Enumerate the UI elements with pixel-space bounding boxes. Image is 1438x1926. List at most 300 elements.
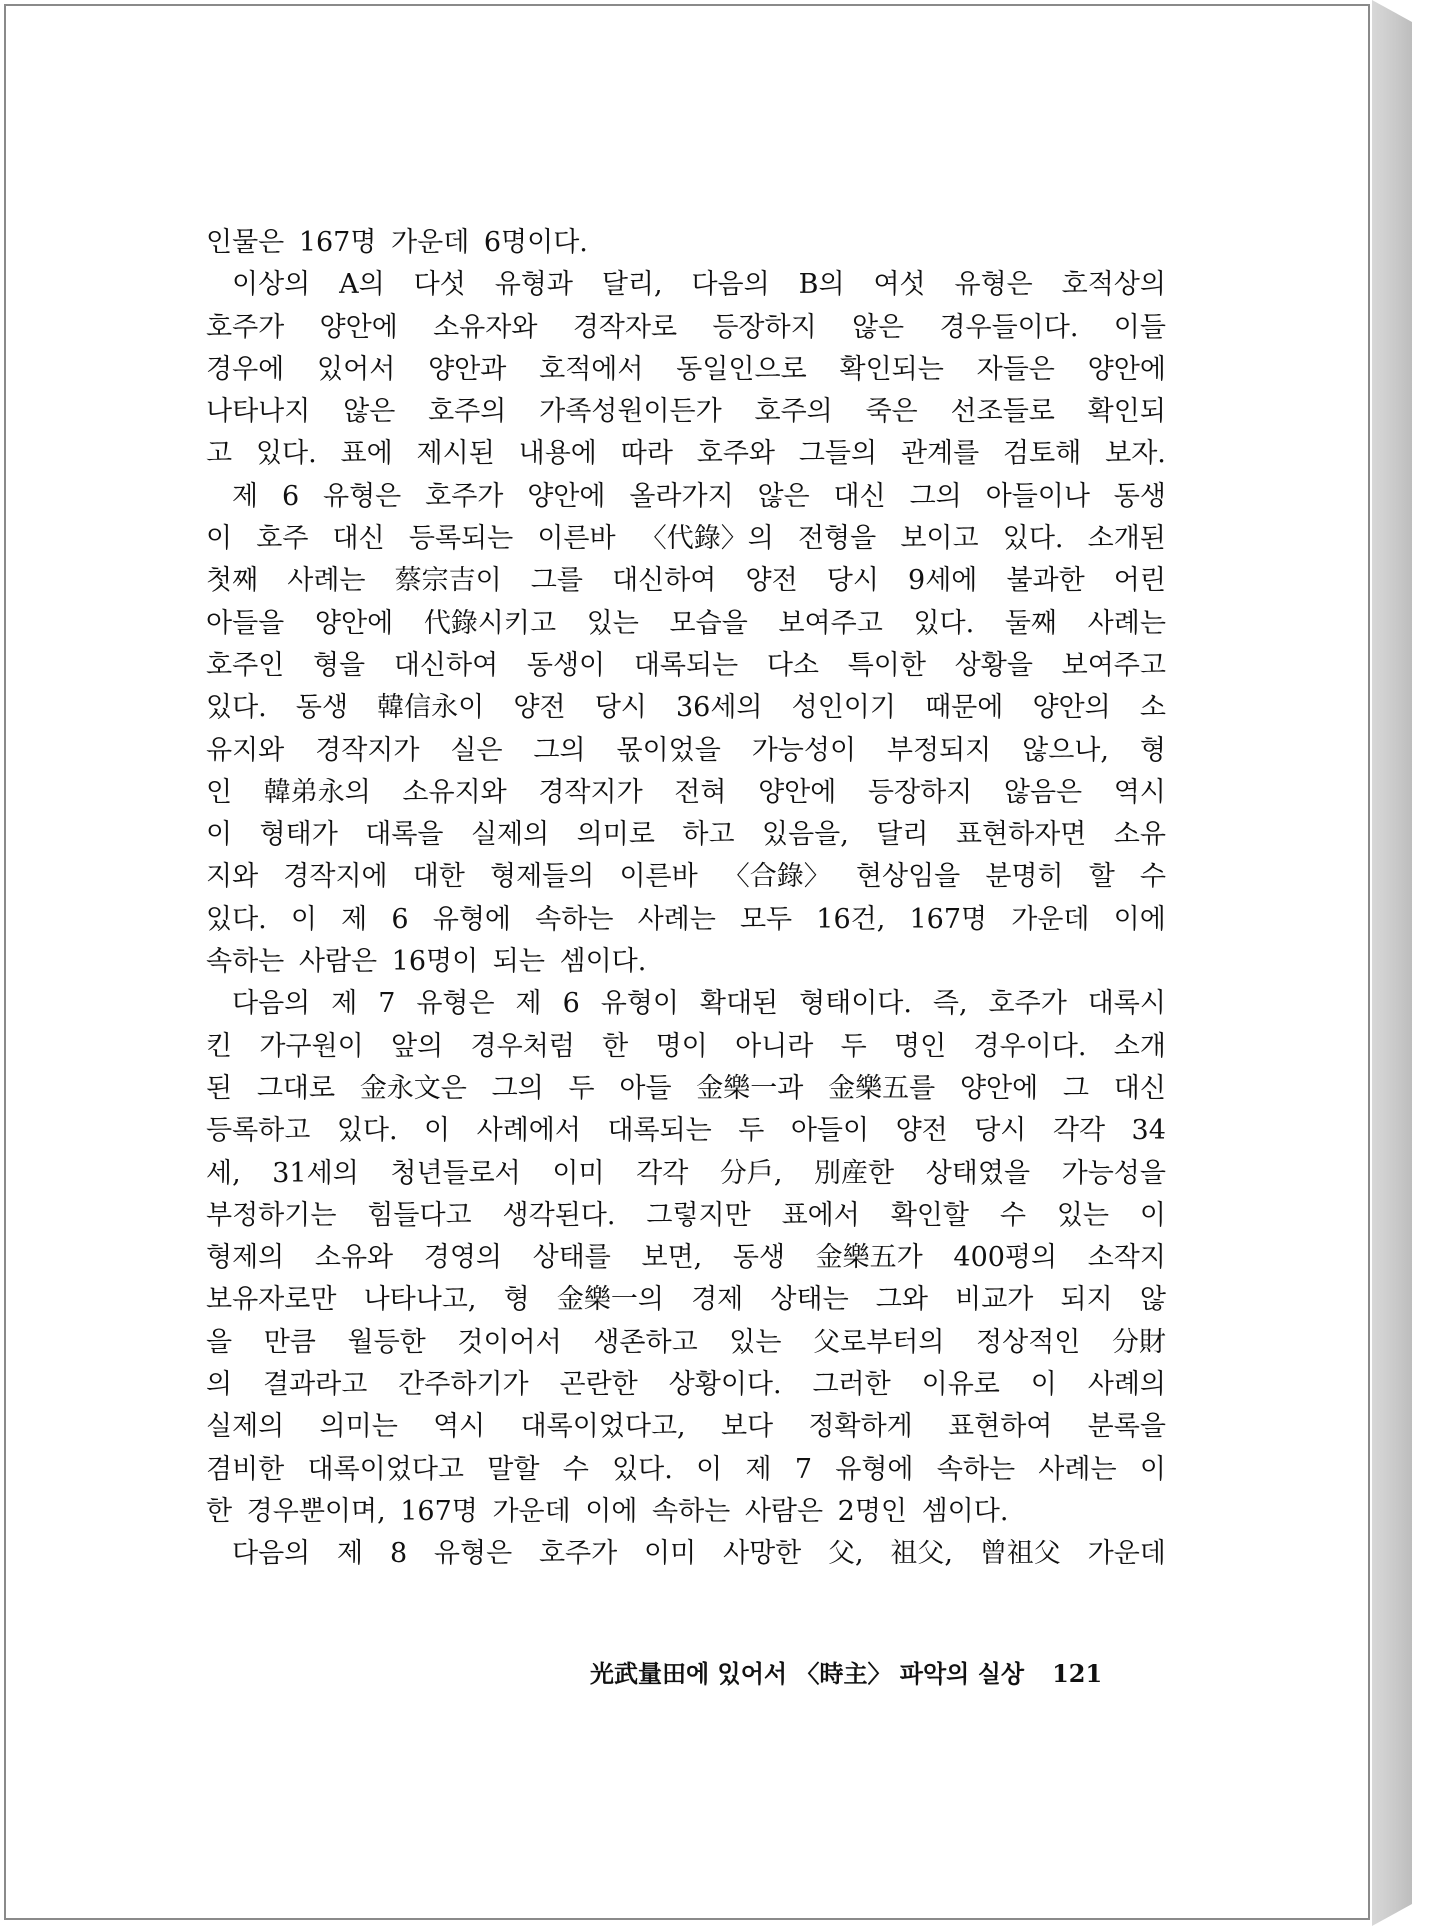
word: 유형은 [323, 480, 402, 512]
text-line [206, 518, 1166, 560]
word: 대신하여 [393, 649, 499, 681]
word: 아들이 [790, 1115, 870, 1147]
word: 소 [1139, 692, 1166, 724]
word: 생존하고 [593, 1326, 698, 1358]
word: 확인되는 [839, 353, 944, 385]
text-line [206, 476, 1166, 518]
word: 있음을, [761, 819, 849, 851]
word: 소유지와 [402, 776, 507, 808]
word: 제 [341, 903, 368, 935]
word: 소유 [1113, 819, 1166, 851]
word: 代錄시키고 [423, 607, 557, 639]
word: 한 [602, 1030, 629, 1062]
word: 9세에 [908, 565, 978, 597]
word: 있다. [1002, 523, 1064, 555]
word: 대록을 [365, 819, 444, 851]
word: 이에 [1113, 903, 1166, 935]
word: 호적상의 [1061, 269, 1166, 301]
word: 다음의 [232, 1538, 311, 1570]
word: 그렇지만 [646, 1199, 751, 1231]
word: 유형에 [835, 1453, 914, 1485]
word: 경작지에 [283, 861, 388, 893]
word: 이 [424, 1115, 451, 1147]
word: 다섯 [413, 269, 466, 301]
word: 상태를 [532, 1242, 611, 1274]
text-line [206, 1406, 1166, 1448]
word: 월등한 [347, 1326, 426, 1358]
word: B의 [798, 269, 845, 301]
word: 않은 [851, 311, 905, 343]
word: 보자. [1105, 438, 1166, 470]
word: 사례에서 [476, 1115, 581, 1147]
text-line [206, 1153, 1166, 1195]
word: 가구원이 [259, 1030, 364, 1062]
word: 불과한 [1006, 565, 1085, 597]
word: 있다. [612, 1453, 673, 1485]
word: 겸비한 [206, 1453, 285, 1485]
word: 표에서 [781, 1199, 860, 1231]
word: 당시 [594, 692, 647, 724]
word: 보이고 [900, 523, 979, 555]
word: 사례는 [1038, 1453, 1117, 1485]
word: 동생 [1113, 480, 1166, 512]
word: 양안에 [319, 311, 398, 343]
page-stack-edge [1372, 0, 1412, 1926]
word: 金樂一과 [696, 1072, 804, 1104]
word: 하고 [682, 819, 735, 851]
word: 이 [206, 523, 233, 555]
word: 역시 [1113, 776, 1166, 808]
word: 사례는 [637, 903, 716, 935]
word: 상황이다. [668, 1369, 782, 1401]
text-line [206, 603, 1166, 645]
word: 당시 [974, 1115, 1027, 1147]
word: 그의 [909, 480, 962, 512]
word: 〈合錄〉 [722, 861, 831, 893]
word: 分戶, [719, 1157, 783, 1189]
word: 있는 [586, 607, 639, 639]
word: 이 [1139, 1453, 1166, 1485]
page-footer [590, 1654, 1102, 1689]
word: 표현하자면 [955, 819, 1087, 851]
word: 分財 [1112, 1326, 1166, 1358]
word: 현상임을 [855, 861, 961, 893]
word: 부정하기는 [206, 1199, 337, 1231]
word: 유형에 [432, 903, 511, 935]
word: 別産한 [814, 1157, 895, 1189]
word: 정상적인 [976, 1326, 1081, 1358]
word: 경영의 [423, 1242, 502, 1274]
word: 검토해 [1003, 438, 1082, 470]
word: 그를 [530, 565, 583, 597]
word: 고 [206, 438, 233, 470]
word: 소개 [1113, 1030, 1166, 1062]
word: 확인되 [1087, 396, 1166, 428]
word: 이 [1139, 1199, 1166, 1231]
word: 아들을 [206, 607, 285, 639]
word: 양안과 [428, 353, 507, 385]
word: 양안에 [959, 1072, 1039, 1104]
word: 8 [389, 1538, 408, 1570]
word: 말할 [487, 1453, 540, 1485]
word: 확인할 [890, 1199, 969, 1231]
word: 유형과 [494, 269, 573, 301]
word: 유지와 [206, 734, 285, 766]
word: 명인 [894, 1030, 947, 1062]
word: 대신 [1113, 1072, 1166, 1104]
word: 속하는 [535, 903, 614, 935]
word: 이 [206, 819, 233, 851]
word: 그의 [491, 1072, 544, 1104]
word: 명이 [655, 1030, 708, 1062]
word: 여섯 [873, 269, 926, 301]
text-line [206, 983, 1166, 1025]
word: 형을 [312, 649, 366, 681]
word: 이들 [1113, 311, 1166, 343]
word: 확대된 [699, 988, 779, 1020]
word: 그러한 [812, 1369, 891, 1401]
word: 보여주고 [1061, 649, 1166, 681]
word: 어린 [1113, 565, 1166, 597]
word: 보유자로만 [206, 1284, 337, 1316]
word: 양안에 [758, 776, 837, 808]
word: 호주의 [428, 396, 507, 428]
word: 할 [1088, 861, 1115, 893]
word: 나타나고, [363, 1284, 477, 1316]
word: 제 [745, 1453, 772, 1485]
word: 사망한 [722, 1538, 802, 1570]
word: 이미 [552, 1157, 605, 1189]
word: 간주하기가 [398, 1369, 529, 1401]
text-line: 한 경우뿐이며, 167명 가운데 이에 속하는 사람은 2명인 셈이다. [206, 1495, 1009, 1527]
word: 을 [206, 1326, 233, 1358]
word: 유형은 [954, 269, 1033, 301]
word: 31세의 [272, 1157, 359, 1189]
word: 몫이었을 [616, 734, 721, 766]
word: 이 [696, 1453, 723, 1485]
word: 실제의 [470, 819, 550, 851]
word: 호주가 [538, 1538, 618, 1570]
word: 지와 [206, 861, 259, 893]
word: 유형은 [433, 1538, 513, 1570]
word: 이른바 [537, 523, 616, 555]
word: 소작지 [1087, 1242, 1166, 1274]
running-title: 光武量田에 있어서 〈時主〉 파악의 실상 [590, 1659, 1025, 1688]
word: 소개된 [1087, 523, 1166, 555]
word: 속하는 [936, 1453, 1016, 1485]
word: 있다. [336, 1115, 398, 1147]
word: 경작자로 [572, 311, 678, 343]
word: 의 [206, 1369, 233, 1401]
word: 된 [206, 1072, 233, 1104]
word: 세, [206, 1157, 241, 1189]
word: 즉, [932, 988, 968, 1020]
word: 제시된 [416, 438, 495, 470]
text-line [206, 1322, 1166, 1364]
word: 실은 [450, 734, 503, 766]
text-line [206, 560, 1166, 602]
word: 가운데 [1011, 903, 1090, 935]
word: 金樂五가 [815, 1242, 923, 1274]
word: 양안에 [314, 607, 394, 639]
text-line: 속하는 사람은 16명이 되는 셈이다. [206, 946, 647, 978]
word: 대록되는 [633, 649, 739, 681]
word: 이미 [644, 1538, 697, 1570]
word: 대신 [833, 480, 886, 512]
word: 호주인 [206, 649, 285, 681]
word: 소유자와 [433, 311, 538, 343]
word: 대록이었다고, [520, 1411, 686, 1443]
word: A의 [339, 269, 385, 301]
word: 있다. [206, 692, 267, 724]
word: 두 [738, 1115, 765, 1147]
word: 가운데 [1087, 1538, 1166, 1570]
word: 167명 [909, 903, 988, 935]
word: 상태는 [770, 1284, 849, 1316]
word: 자들은 [976, 353, 1055, 385]
word: 각각 [636, 1157, 689, 1189]
word: 부정되지 [886, 734, 992, 766]
word: 경제 [691, 1284, 744, 1316]
word: 킨 [206, 1030, 233, 1062]
word: 특이한 [847, 649, 926, 681]
word: 그들의 [798, 438, 878, 470]
word: 호주가 [988, 988, 1067, 1020]
word: 호주가 [425, 480, 504, 512]
word: 6 [391, 903, 409, 935]
word: 등록되는 [408, 523, 514, 555]
word: 400평의 [953, 1242, 1058, 1274]
word: 祖父, [890, 1538, 954, 1570]
word: 대한 [412, 861, 465, 893]
word: 제 [232, 480, 259, 512]
word: 둘째 [1004, 607, 1058, 639]
word: 이 [290, 903, 317, 935]
word: 曾祖父 [979, 1538, 1061, 1570]
word: 달리 [876, 819, 929, 851]
word: 있어서 [317, 353, 396, 385]
word: 그의 [533, 734, 586, 766]
word: 형태가 [259, 819, 338, 851]
word: 16건, [816, 903, 886, 935]
word: 父로부터의 [813, 1326, 945, 1358]
word: 두 [568, 1072, 595, 1104]
word: 죽은 [865, 396, 918, 428]
word: 父, [828, 1538, 864, 1570]
word: 동생 [295, 692, 349, 724]
text-line [206, 814, 1166, 856]
word: 제 [331, 988, 358, 1020]
text-line [206, 1364, 1166, 1406]
word: 않 [1139, 1284, 1166, 1316]
word: 이상의 [232, 269, 311, 301]
word: 관계를 [900, 438, 980, 470]
text-line [206, 1533, 1166, 1575]
word: 경우이다. [973, 1030, 1087, 1062]
word: 있다. [206, 903, 267, 935]
word: 보면, [641, 1242, 703, 1274]
text-line [206, 349, 1166, 391]
word: 아들이나 [985, 480, 1090, 512]
word: 양전 [745, 565, 798, 597]
word: 것이어서 [457, 1326, 562, 1358]
word: 대록시 [1087, 988, 1166, 1020]
word: 이른바 [619, 861, 698, 893]
word: 청년들로서 [390, 1157, 521, 1189]
word: 호주 [256, 523, 309, 555]
word: 양안에 [527, 480, 606, 512]
word: 의미는 [319, 1411, 398, 1443]
word: 6 [281, 480, 300, 512]
word: 아니라 [735, 1030, 814, 1062]
word: 따라 [620, 438, 673, 470]
word: 만큼 [263, 1326, 316, 1358]
word: 등장하지 [712, 311, 817, 343]
word: 7 [378, 988, 396, 1020]
word: 34 [1131, 1115, 1166, 1147]
word: 6 [562, 988, 580, 1020]
text-line [206, 687, 1166, 729]
word: 양전 [513, 692, 566, 724]
word: 金永文은 [359, 1072, 467, 1104]
word: 그와 [875, 1284, 928, 1316]
word: 경우들이다. [939, 311, 1079, 343]
word: 사례의 [1087, 1369, 1166, 1401]
word: 韓弟永의 [263, 776, 371, 808]
word: 비교가 [955, 1284, 1034, 1316]
word: 蔡宗吉이 [394, 565, 502, 597]
word: 그대로 [256, 1072, 336, 1104]
word: 생각된다. [502, 1199, 616, 1231]
body-text [206, 222, 1166, 1576]
text-line [206, 1449, 1166, 1491]
word: 있다. [255, 438, 317, 470]
text-line [206, 1279, 1166, 1321]
word: 동생이 [526, 649, 606, 681]
word: 달리, [601, 269, 663, 301]
text-line [206, 433, 1166, 475]
word: 당시 [826, 565, 879, 597]
word: 〈代錄〉의 [639, 523, 774, 555]
word: 상태였을 [925, 1157, 1031, 1189]
word: 수 [562, 1453, 589, 1485]
word: 때문에 [925, 692, 1004, 724]
word: 의미로 [576, 819, 655, 851]
word: 형태이다. [799, 988, 912, 1020]
word: 보여주고 [778, 607, 883, 639]
word: 7 [794, 1453, 812, 1485]
text-line: 인물은 167명 가운데 6명이다. [206, 227, 588, 258]
word: 제 [515, 988, 542, 1020]
text-line [206, 1068, 1166, 1110]
word: 표에 [340, 438, 393, 470]
word: 전형을 [797, 523, 877, 555]
word: 양안의 [1032, 692, 1111, 724]
word: 되지 [1060, 1284, 1113, 1316]
word: 다음의 [232, 988, 311, 1020]
word: 않음은 [1003, 776, 1083, 808]
word: 호주의 [754, 396, 833, 428]
word: 형제의 [206, 1242, 285, 1274]
word: 가능성이 [751, 734, 857, 766]
word: 제 [337, 1538, 364, 1570]
word: 않은 [343, 396, 396, 428]
word: 대신하여 [612, 565, 717, 597]
word: 역시 [433, 1411, 486, 1443]
word: 모습을 [669, 607, 748, 639]
word: 두 [840, 1030, 867, 1062]
word: 사례는 [287, 565, 366, 597]
word: 대록이었다고 [307, 1453, 465, 1485]
text-line [206, 730, 1166, 772]
text-line [206, 1026, 1166, 1068]
word: 있다. [913, 607, 975, 639]
word: 보다 [720, 1411, 774, 1443]
word: 곤란한 [559, 1369, 638, 1401]
word: 양전 [895, 1115, 948, 1147]
page-number: 121 [1052, 1659, 1103, 1688]
word: 36세의 [675, 692, 763, 724]
word: 동생 [732, 1242, 786, 1274]
word: 유형이 [600, 988, 679, 1020]
word: 나타나지 [206, 396, 311, 428]
word: 가능성을 [1061, 1157, 1166, 1189]
word: 올라가지 [629, 480, 734, 512]
word: 않은 [757, 480, 810, 512]
word: 결과라고 [262, 1369, 368, 1401]
word: 사례는 [1087, 607, 1166, 639]
word: 실제의 [206, 1411, 285, 1443]
word: 등장하지 [867, 776, 973, 808]
text-line [206, 856, 1166, 898]
text-line [206, 1195, 1166, 1237]
word: 형 [1139, 734, 1166, 766]
word: 그 [1062, 1072, 1090, 1104]
text-line [206, 1110, 1166, 1152]
word: 각각 [1052, 1115, 1106, 1147]
word: 대록되는 [607, 1115, 712, 1147]
word: 정확하게 [808, 1411, 913, 1443]
word: 표현하여 [948, 1411, 1053, 1443]
word: 수 [1139, 861, 1166, 893]
word: 아들 [619, 1072, 672, 1104]
text-line [206, 899, 1166, 941]
word: 성인이기 [791, 692, 896, 724]
word: 호주가 [206, 311, 285, 343]
word: 분록을 [1087, 1411, 1166, 1443]
word: 있는 [1056, 1199, 1109, 1231]
word: 힘들다고 [367, 1199, 472, 1231]
word: 모두 [739, 903, 793, 935]
word: 인 [206, 776, 233, 808]
word: 첫째 [206, 565, 259, 597]
word: 전혀 [674, 776, 727, 808]
word: 등록하고 [206, 1115, 311, 1147]
word: 유형은 [416, 988, 495, 1020]
text-line [206, 264, 1166, 306]
word: 대신 [332, 523, 385, 555]
word: 소유와 [314, 1242, 394, 1274]
word: 호적에서 [539, 353, 644, 385]
word: 이 [1030, 1369, 1057, 1401]
word: 金樂一의 [556, 1284, 664, 1316]
word: 다소 [766, 649, 820, 681]
text-line [206, 307, 1166, 349]
word: 않으나, [1022, 734, 1109, 766]
word: 다음의 [691, 269, 770, 301]
word: 경작지가 [538, 776, 643, 808]
word: 선조들로 [950, 396, 1055, 428]
